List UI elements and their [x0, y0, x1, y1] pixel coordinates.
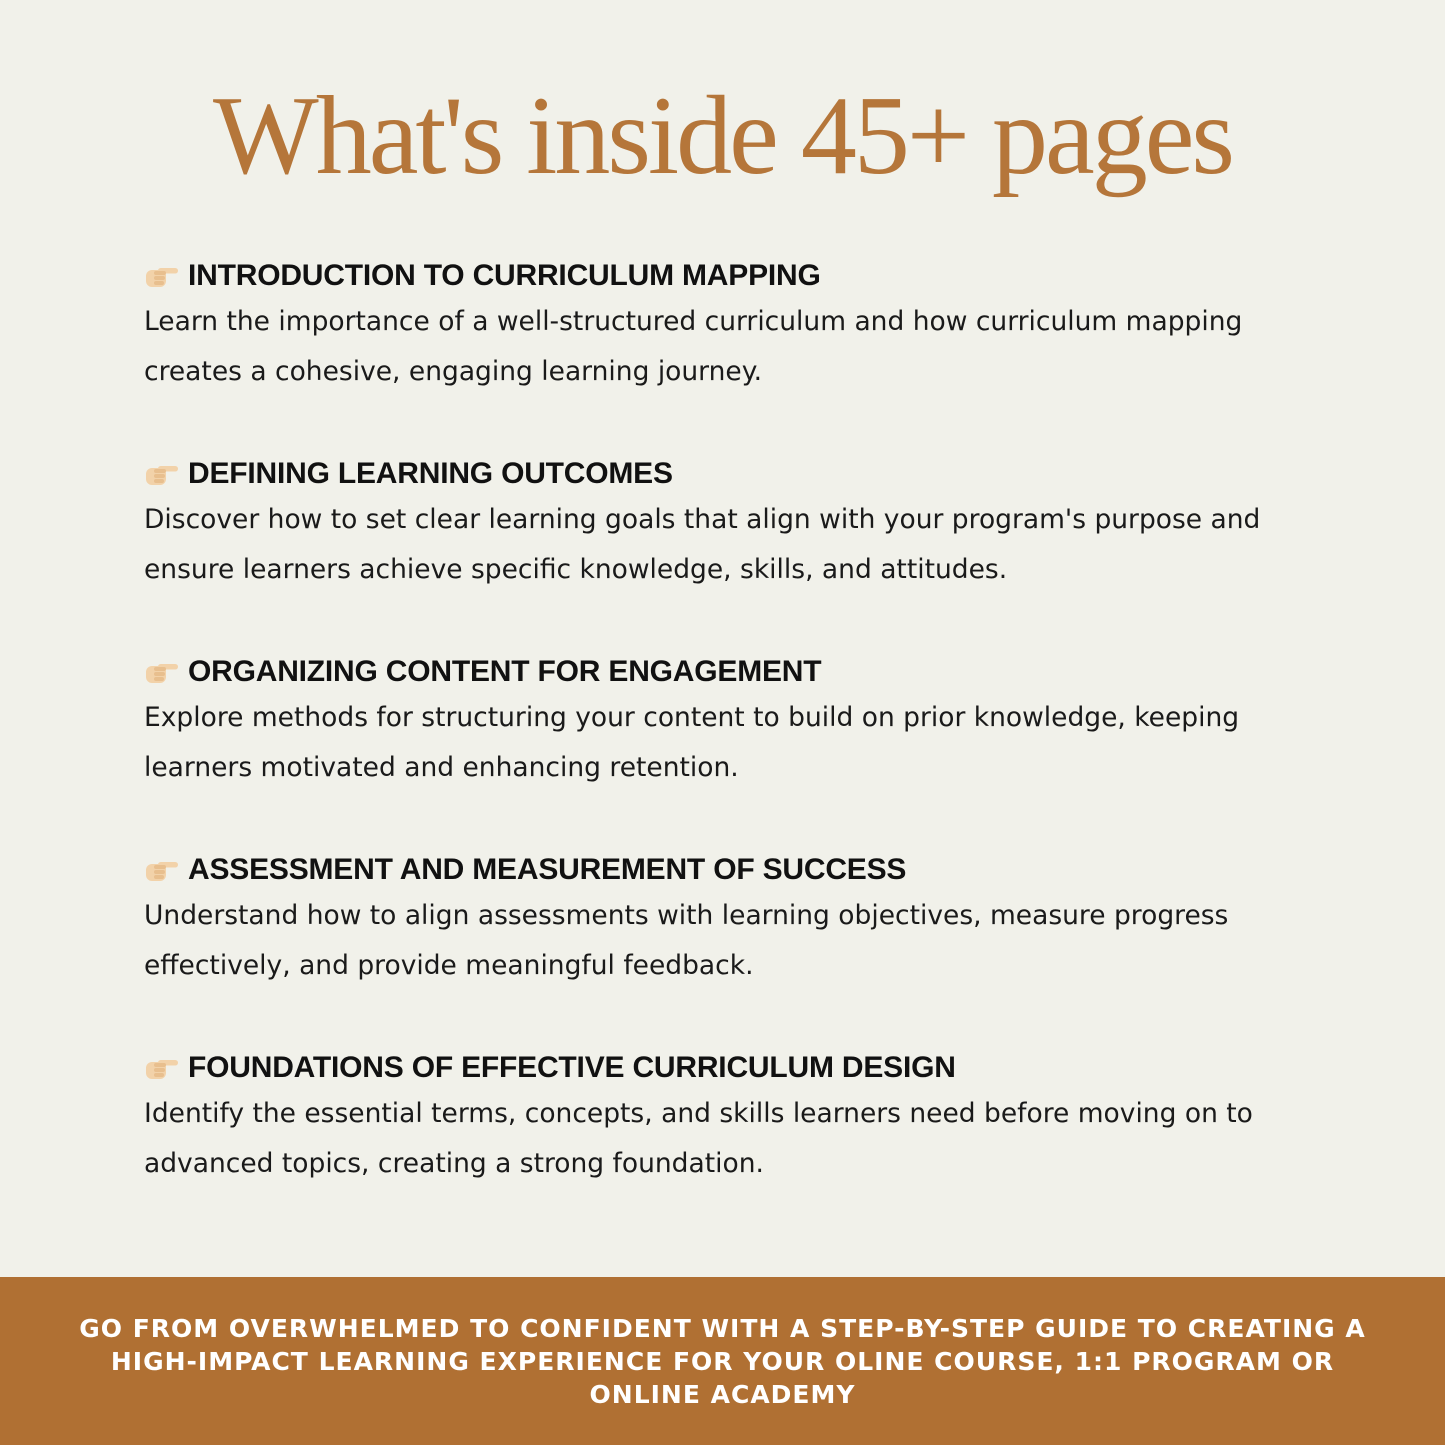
feature-description: Understand how to align assessments with learning objectives, measure progress effectively, and provide meaningful feedback.: [144, 900, 1229, 981]
feature-item: [144, 849, 1344, 1047]
feature-description: Explore methods for structuring your content to build on prior knowledge, keeping learners motivated and enhancing retention.: [144, 702, 1240, 783]
feature-item: [144, 453, 1344, 651]
feature-description: Learn the importance of a well-structured curriculum and how curriculum mapping creates a cohesive, engaging learning journey.: [144, 306, 1243, 387]
pointing-hand-icon: [144, 460, 180, 488]
feature-description: Identify the essential terms, concepts, and skills learners need before moving on to advanced topics, creating a strong foundation.: [144, 1098, 1253, 1179]
page-title: What's inside 45+ pages: [212, 74, 1232, 198]
feature-title: INTRODUCTION TO CURRICULUM MAPPING: [188, 259, 821, 292]
feature-heading: [144, 1047, 1344, 1089]
feature-heading: [144, 849, 1344, 891]
feature-description: Discover how to set clear learning goals that align with your program's purpose and ensure learners achieve specific knowledge, skills, and attitudes.: [144, 504, 1261, 585]
feature-item: [144, 1047, 1344, 1245]
feature-title: DEFINING LEARNING OUTCOMES: [188, 457, 673, 490]
pointing-hand-icon: [144, 856, 180, 884]
footer-banner: [0, 1277, 1445, 1445]
feature-item: [144, 255, 1344, 453]
pointing-hand-icon: [144, 658, 180, 686]
feature-list: [144, 255, 1344, 1245]
pointing-hand-icon: [144, 262, 180, 290]
feature-title: FOUNDATIONS OF EFFECTIVE CURRICULUM DESIGN: [188, 1051, 956, 1084]
feature-title: ORGANIZING CONTENT FOR ENGAGEMENT: [188, 655, 822, 688]
feature-heading: [144, 255, 1344, 297]
feature-title: ASSESSMENT AND MEASUREMENT OF SUCCESS: [188, 853, 907, 886]
feature-heading: [144, 651, 1344, 693]
banner-text: GO FROM OVERWHELMED TO CONFIDENT WITH A STEP-BY-STEP GUIDE TO CREATING A HIGH-IMPACT LEARNING EXPERIENCE FOR YOUR OLINE COURSE, 1:1 PROGRAM OR ONLINE ACADEMY: [79, 1313, 1366, 1409]
pointing-hand-icon: [144, 1054, 180, 1082]
feature-item: [144, 651, 1344, 849]
feature-heading: [144, 453, 1344, 495]
